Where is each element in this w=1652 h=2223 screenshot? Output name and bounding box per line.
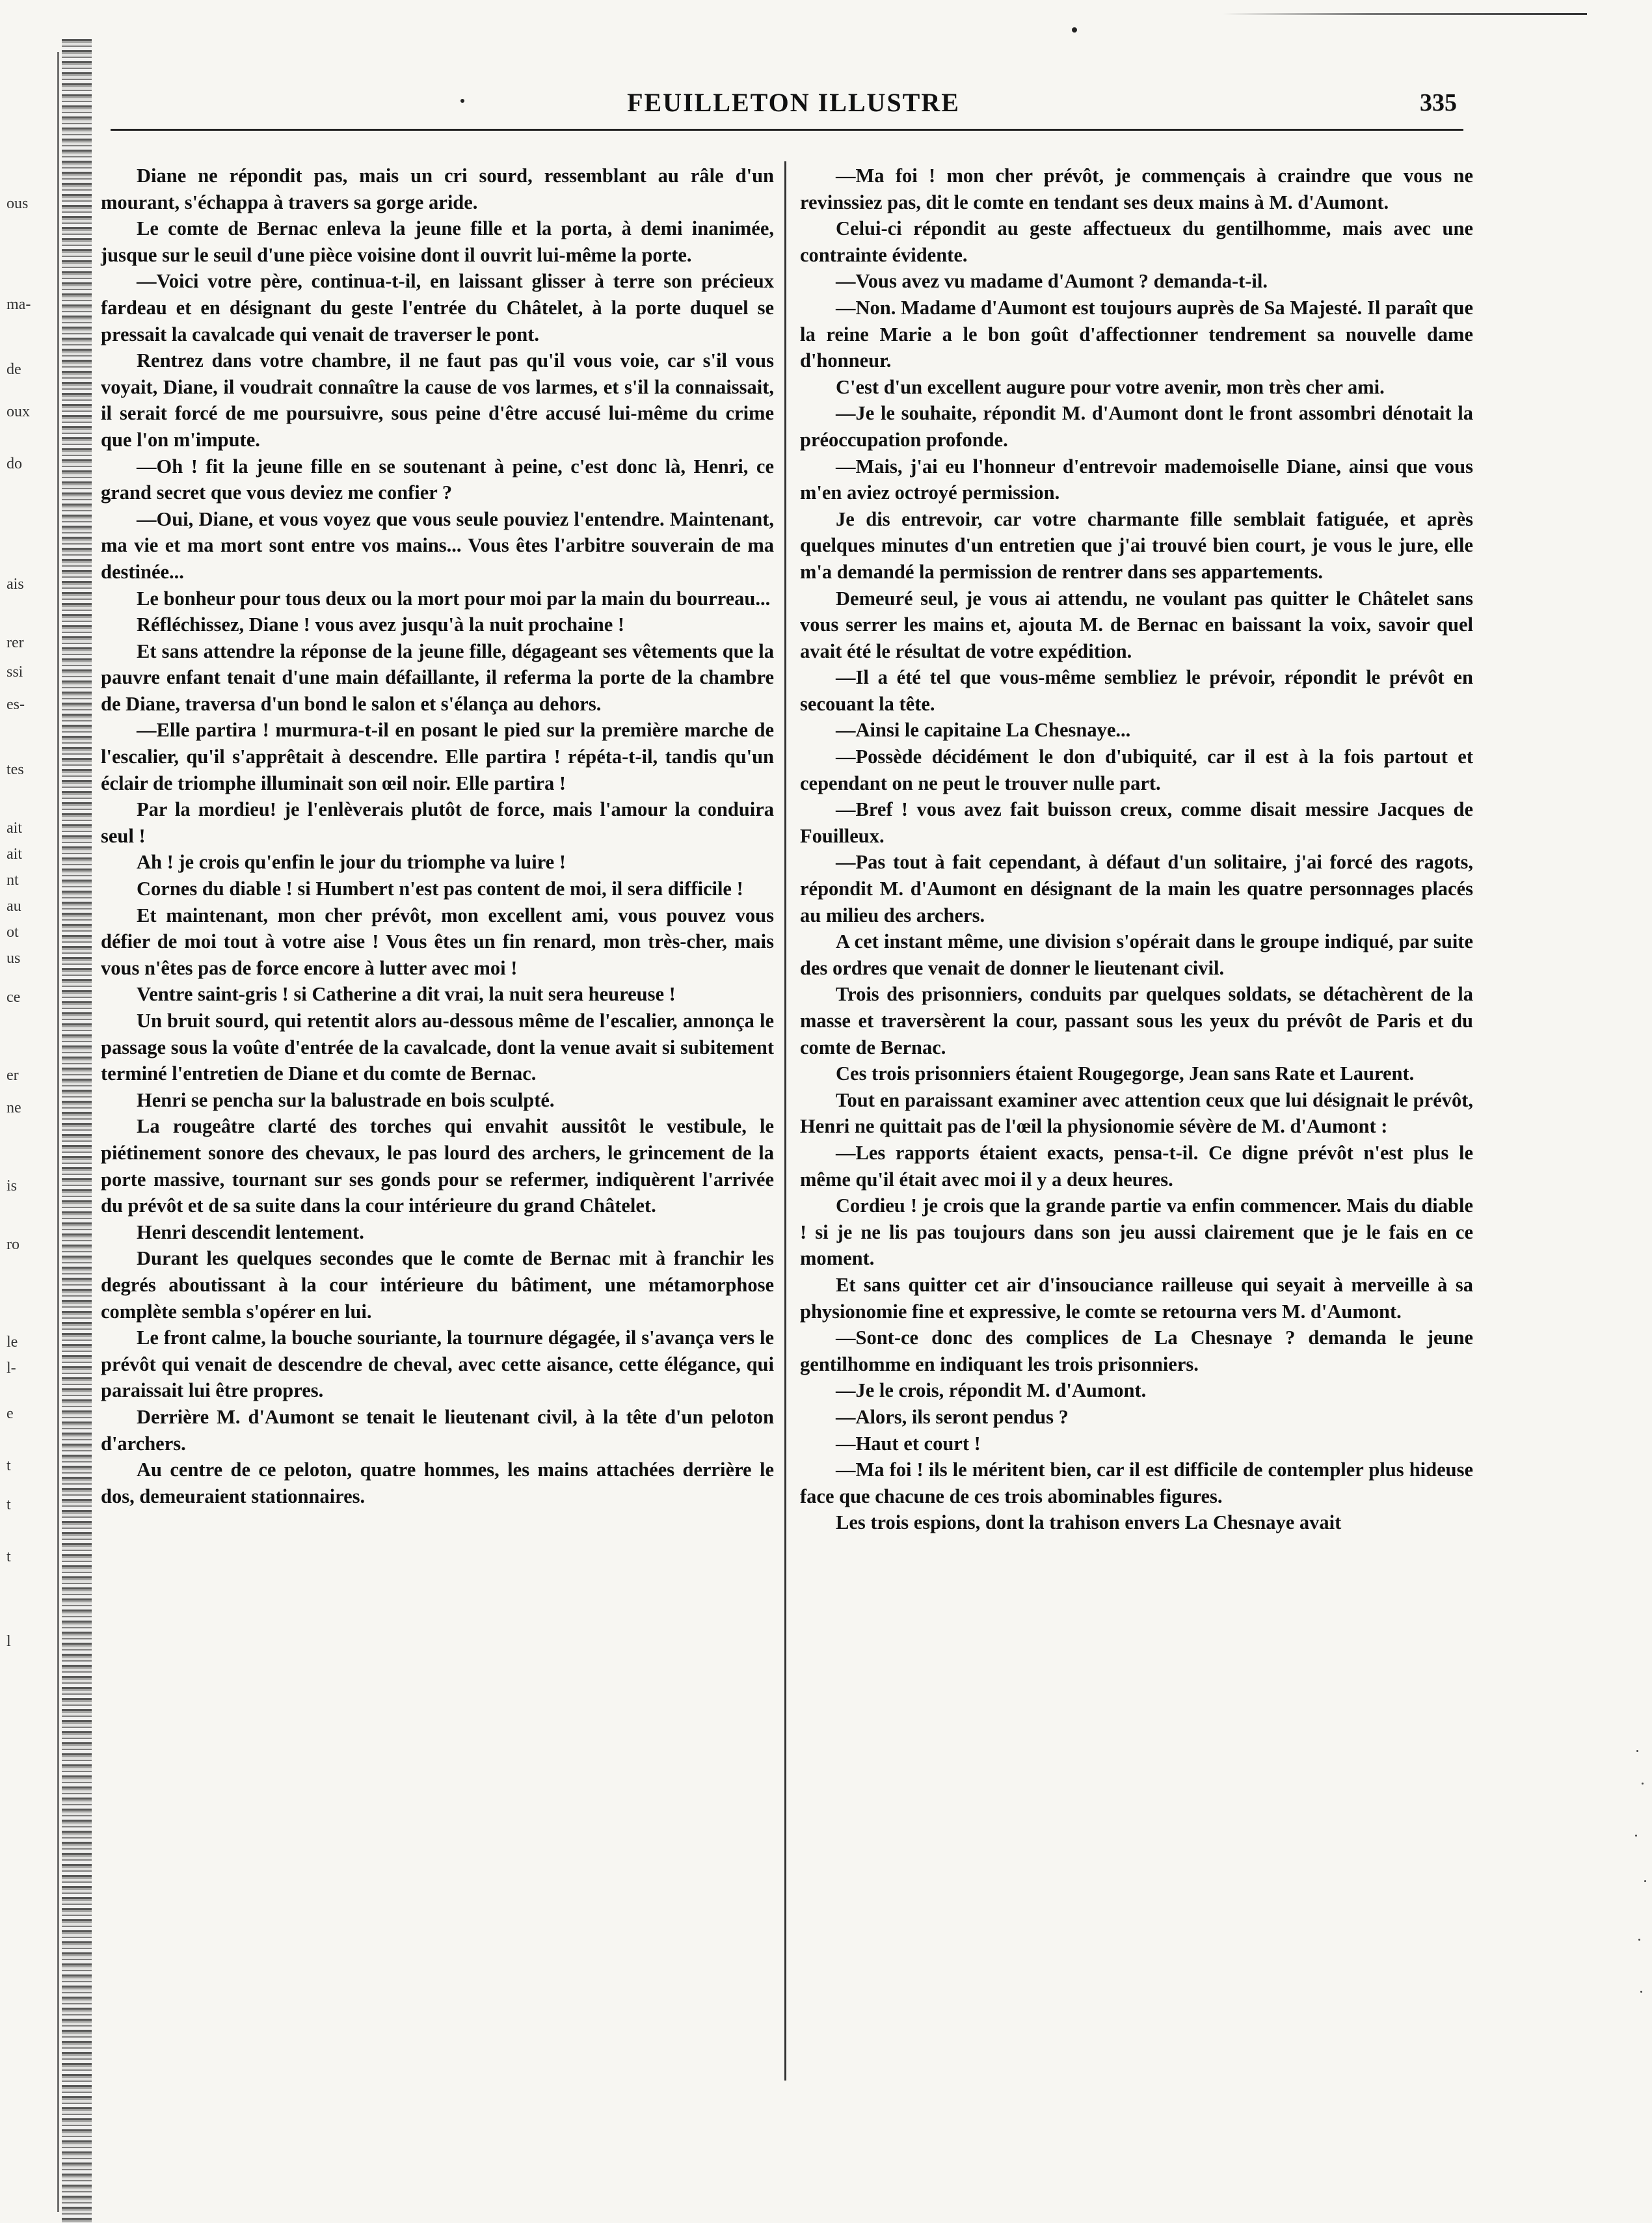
margin-fragment: us (7, 950, 21, 967)
paragraph: Le front calme, la bouche souriante, la tournure dégagée, il s'avança vers le prévôt qui venait de descendre de cheval, avec cette aisance, cette élégance, qui paraissait lui être propres. (101, 1327, 774, 1402)
margin-fragment: ait (7, 846, 22, 863)
paragraph: Ah ! je crois qu'enfin le jour du triomphe va luire ! (137, 851, 566, 874)
margin-fragment: oux (7, 403, 30, 420)
paragraph: Réfléchissez, Diane ! vous avez jusqu'à la nuit prochaine ! (137, 613, 625, 636)
margin-fragment: l- (7, 1360, 16, 1377)
margin-fragment: de (7, 361, 21, 378)
paragraph: Diane ne répondit pas, mais un cri sourd, ressemblant au râle d'un mourant, s'échappa à travers sa gorge aride. (101, 165, 774, 213)
paragraph: Demeuré seul, je vous ai attendu, ne voulant pas quitter le Châtelet sans vous serrer les mains et, ajouta M. de Bernac en baissant la voix, savoir quel avait été le résultat de votre expédition. (800, 587, 1473, 662)
margin-fragment: ssi (7, 664, 23, 680)
paragraph: Et sans attendre la réponse de la jeune fille, dégageant ses vêtements que la pauvre enfant tenait d'une main défaillante, il referma la porte de la chambre de Diane, traversa d'un bond le salon et s'élança au dehors. (101, 640, 774, 715)
margin-fragment: ot (7, 924, 19, 941)
header-ornament-dot (460, 99, 464, 103)
scan-artifact-dot (1072, 27, 1077, 33)
paragraph: Et maintenant, mon cher prévôt, mon excellent ami, vous pouvez vous défier de moi tout à votre aise ! Vous êtes un fin renard, mon très-cher, mais vous n'êtes pas de force encore à lutter avec moi ! (101, 904, 774, 979)
paragraph: Je dis entrevoir, car votre charmante fille semblait fatiguée, et après quelques minutes d'un entretien que j'ai trouvé bien court, je vous le jure, elle m'a demandé la permission de rentrer dans ses appartements. (800, 507, 1473, 583)
margin-fragment: is (7, 1178, 18, 1194)
margin-fragment: ma- (7, 296, 31, 313)
page-number: 335 (1420, 89, 1457, 116)
margin-fragment: do (7, 455, 22, 472)
paragraph: Rentrez dans votre chambre, il ne faut pas qu'il vous voie, car s'il vous voyait, Diane, il voudrait connaître la cause de vos larmes, et s'il la connaissait, il serait forcé de me poursuivre, sous peine d'être accusé lui-même du crime que l'on m'impute. (101, 349, 774, 451)
paragraph: Au centre de ce peloton, quatre hommes, les mains attachées derrière le dos, demeuraient stationnaires. (101, 1459, 774, 1507)
paragraph: —Je le crois, répondit M. d'Aumont. (836, 1379, 1147, 1402)
paragraph: Cordieu ! je crois que la grande partie va enfin commencer. Mais du diable ! si je ne lis pas toujours dans son jeu aussi clairement que je le fais en ce moment. (800, 1194, 1473, 1270)
margin-fragment: l (7, 1633, 11, 1650)
paragraph: —Sont-ce donc des complices de La Chesnaye ? demanda le jeune gentilhomme en indiquant les trois prisonniers. (800, 1327, 1473, 1375)
paragraph: —Alors, ils seront pendus ? (836, 1405, 1069, 1428)
left-margin-bleed (0, 0, 57, 2223)
margin-fragment: ais (7, 576, 24, 593)
column-divider (784, 161, 786, 2081)
paragraph: Cornes du diable ! si Humbert n'est pas content de moi, il sera difficile ! (137, 878, 743, 900)
paragraph: Tout en paraissant examiner avec attention ceux que lui désignait le prévôt, Henri ne quittait pas de l'œil la physionomie sévère de M. d'Aumont : (800, 1088, 1473, 1138)
paragraph: —Je le souhaite, répondit M. d'Aumont dont le front assombri dénotait la préoccupation profonde. (800, 402, 1473, 451)
margin-fragment: t (7, 1548, 11, 1565)
left-column (101, 163, 774, 1509)
scan-artifact-rule (1223, 13, 1587, 15)
paragraph: Trois des prisonniers, conduits par quelques soldats, se détachèrent de la masse et traversèrent la cour, passant sous les yeux du prévôt de Paris et du comte de Bernac. (800, 983, 1473, 1058)
paragraph: —Haut et court ! (836, 1432, 981, 1455)
paragraph: A cet instant même, une division s'opérait dans le groupe indiqué, par suite des ordres que venait de donner le lieutenant civil. (800, 930, 1473, 979)
margin-fragment: au (7, 898, 21, 915)
paragraph: Ces trois prisonniers étaient Rougegorge, Jean sans Rate et Laurent. (836, 1062, 1415, 1085)
margin-fragment: t (7, 1496, 11, 1513)
paragraph: C'est d'un excellent augure pour votre avenir, mon très cher ami. (836, 375, 1385, 398)
margin-fragment: e (7, 1405, 14, 1422)
margin-fragment: t (7, 1457, 11, 1474)
paragraph: —Les rapports étaient exacts, pensa-t-il. Ce digne prévôt n'est plus le même qu'il était avec moi il y a deux heures. (800, 1141, 1473, 1191)
running-title: FEUILLETON ILLUSTRE (627, 88, 960, 117)
paragraph: Les trois espions, dont la trahison envers La Chesnaye avait (836, 1511, 1342, 1534)
paragraph: Le bonheur pour tous deux ou la mort pour moi par la main du bourreau... (137, 587, 771, 610)
margin-fragment: le (7, 1334, 18, 1351)
margin-fragment: ro (7, 1236, 20, 1253)
paragraph: —Il a été tel que vous-même sembliez le prévoir, répondit le prévôt en secouant la tête. (800, 666, 1473, 715)
paragraph: Henri descendit lentement. (137, 1220, 364, 1243)
paragraph: Celui-ci répondit au geste affectueux du gentilhomme, mais avec une contrainte évidente. (800, 217, 1473, 266)
paragraph: Le comte de Bernac enleva la jeune fille et la porta, à demi inanimée, jusque sur le seuil d'une pièce voisine dont il ouvrit lui-même la porte. (101, 217, 774, 266)
paragraph: —Ainsi le capitaine La Chesnaye... (836, 719, 1131, 742)
paragraph: —Mais, j'ai eu l'honneur d'entrevoir mademoiselle Diane, ainsi que vous m'en aviez octroyé permission. (800, 455, 1473, 504)
paragraph: —Non. Madame d'Aumont est toujours auprès de Sa Majesté. Il paraît que la reine Marie a le bon goût d'affectionner tendrement sa nouvelle dame d'honneur. (800, 296, 1473, 372)
margin-fragment: rer (7, 634, 24, 651)
margin-fragment: ait (7, 820, 22, 837)
margin-fragment: ous (7, 195, 29, 212)
paragraph: —Possède décidément le don d'ubiquité, car il est à la fois partout et cependant on ne peut le trouver nulle part. (800, 746, 1473, 794)
margin-fragment: ce (7, 989, 21, 1006)
paragraph: —Oui, Diane, et vous voyez que vous seule pouviez l'entendre. Maintenant, ma vie et ma mort sont entre vos mains... Vous êtes l'arbitre souverain de ma destinée... (101, 507, 774, 583)
paragraph: —Elle partira ! murmura-t-il en posant le pied sur la première marche de l'escalier, qu'il s'apprêtait à descendre. Elle partira ! répéta-t-il, tandis qu'un éclair de triomphe illuminait son œil noir. Elle partira ! (101, 719, 774, 794)
paragraph: —Voici votre père, continua-t-il, en laissant glisser à terre son précieux fardeau et en désignant du geste l'entrée du Châtelet, à la porte duquel se pressait la cavalcade qui venait de traverser le pont. (101, 270, 774, 345)
paragraph: —Bref ! vous avez fait buisson creux, comme disait messire Jacques de Fouilleux. (800, 798, 1473, 847)
margin-fragment: tes (7, 761, 24, 778)
header-rule (111, 129, 1463, 131)
right-column (800, 163, 1473, 1536)
margin-fragment: ne (7, 1099, 21, 1116)
paragraph: Derrière M. d'Aumont se tenait le lieutenant civil, à la tête d'un peloton d'archers. (101, 1405, 774, 1455)
margin-fragment: nt (7, 872, 19, 889)
paragraph: —Ma foi ! mon cher prévôt, je commençais à craindre que vous ne revinssiez pas, dit le comte en tendant ses deux mains à M. d'Aumont. (800, 165, 1473, 213)
binding-spine (62, 39, 92, 2223)
paragraph: —Vous avez vu madame d'Aumont ? demanda-t-il. (836, 270, 1268, 293)
paragraph: Henri se pencha sur la balustrade en bois sculpté. (137, 1088, 555, 1111)
paragraph: —Oh ! fit la jeune fille en se soutenant à peine, c'est donc là, Henri, ce grand secret que vous deviez me confier ? (101, 455, 774, 504)
paragraph: La rougeâtre clarté des torches qui envahit aussitôt le vestibule, le piétinement sonore des chevaux, le pas lourd des archers, le grincement de la porte massive, tournant sur ses gonds pour se refermer, indiquèrent l'arrivée du prévôt et de sa suite dans la cour intérieure du grand Châtelet. (101, 1115, 774, 1217)
margin-fragment: er (7, 1067, 19, 1084)
paragraph: Par la mordieu! je l'enlèverais plutôt de force, mais l'amour la conduira seul ! (101, 798, 774, 847)
paragraph: Et sans quitter cet air d'insouciance railleuse qui seyait à merveille à sa physionomie fine et expressive, le comte se retourna vers M. d'Aumont. (800, 1273, 1473, 1323)
paragraph: —Ma foi ! ils le méritent bien, car il est difficile de contempler plus hideuse face que chacune de ces trois abominables figures. (800, 1459, 1473, 1507)
paragraph: Ventre saint-gris ! si Catherine a dit vrai, la nuit sera heureuse ! (137, 983, 676, 1006)
binding-edge-line (57, 52, 59, 2212)
paragraph: Durant les quelques secondes que le comte de Bernac mit à franchir les degrés aboutissant à la cour intérieure du bâtiment, une métamorphose complète sembla s'opérer en lui. (101, 1247, 774, 1323)
paragraph: Un bruit sourd, qui retentit alors au-dessous même de l'escalier, annonça le passage sous la voûte d'entrée de la cavalcade, dont la venue avait si subitement terminé l'entretien de Diane et du comte de Bernac. (101, 1010, 774, 1085)
margin-fragment: es- (7, 696, 25, 713)
paragraph: —Pas tout à fait cependant, à défaut d'un solitaire, j'ai forcé des ragots, répondit M. d'Aumont en désignant de la main les quatre personnages placés au milieu des archers. (800, 851, 1473, 926)
scan-specks (1632, 1744, 1652, 2017)
